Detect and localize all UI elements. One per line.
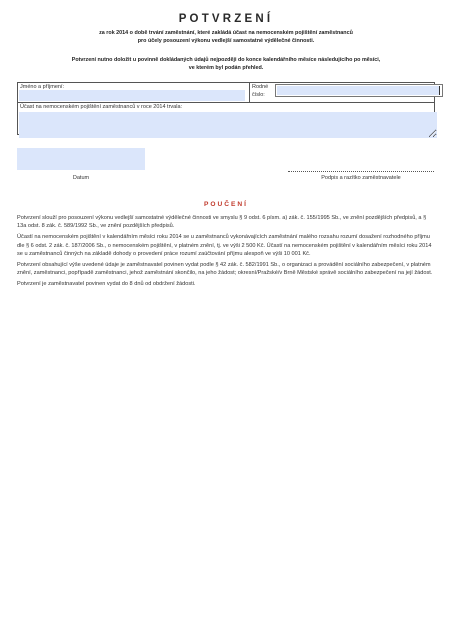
intro-line-1: za rok 2014 o době trvání zaměstnání, které zakládá účast na nemocenském pojištění zaměstnanců bbox=[99, 30, 353, 36]
birth-number-field[interactable] bbox=[275, 84, 443, 97]
notice-paragraph-4: Potvrzení je zaměstnavatel povinen vydat do 8 dnů od obdržení žádosti. bbox=[17, 281, 196, 288]
notice-paragraph-3: Potvrzení obsahující výše uvedené údaje je zaměstnavatel povinen vydat podle § 42 zák. č. 582/1991 Sb., o organizaci a provádění sociálního zabezpečení, v platném znění, zaměstnanci, popřípadě zaměstnanci, jehož zaměstnání skončilo, na jeho žádost; okresní/Pražské/v Brně Městské správě sociálního zabezpečení na její žádost. bbox=[17, 262, 433, 277]
birth-number-label-line-2: číslo: bbox=[252, 92, 265, 98]
intro-line-4: ve kterém byl podán přehled. bbox=[188, 64, 264, 71]
name-label: Jméno a příjmení: bbox=[20, 84, 65, 90]
employee-form bbox=[17, 82, 435, 135]
birth-number-label-line-1: Rodné bbox=[252, 84, 269, 90]
signature-line bbox=[288, 171, 434, 172]
birth-number-input-area[interactable] bbox=[277, 86, 439, 95]
date-field[interactable] bbox=[17, 148, 145, 170]
participation-label: Účast na nemocenském pojištění zaměstnanců v roce 2014 trvala: bbox=[20, 104, 183, 110]
name-field[interactable] bbox=[19, 90, 245, 101]
participation-field[interactable] bbox=[19, 112, 437, 138]
birth-number-label bbox=[249, 83, 275, 102]
notice-body bbox=[17, 214, 435, 292]
intro-purpose bbox=[40, 30, 412, 45]
intro-deadline bbox=[40, 57, 412, 72]
notice-title: POUČENÍ bbox=[203, 201, 249, 208]
notice-paragraph-2: Účastí na nemocenském pojištění v kalendářním měsíci roku 2014 se u zaměstnanců vykonávajících zaměstnání malého rozsahu rozumí dosažení rozhodného příjmu dle § 6 odst. 2 zák. č. 187/2006 Sb., o nemocenském pojištění, v platném znění, tj. ve výši 2 500 Kč. Účastí na nemocenském pojištění v kalendářním měsíci roku 2014 se u zaměstnanců činných na základě dohody o provedení práce rozumí zaúčtování příjmu alespoň ve výši 10 001 Kč. bbox=[17, 234, 432, 257]
field-end-marker bbox=[439, 86, 440, 95]
intro-line-3: Potvrzení nutno doložit u povinně dokládaných údajů nejpozději do konce kalendářního měsíce následujícího po měsíci, bbox=[71, 57, 381, 63]
notice-paragraph-1: Potvrzení slouží pro posouzení výkonu vedlejší samostatné výdělečné činnosti ve smyslu § 9 odst. 6 písm. a) zák. č. 155/1995 Sb., ve znění pozdějších předpisů, a § 13a odst. 8 zák. č. 589/1992 Sb., ve znění pozdějších předpisů. bbox=[17, 215, 427, 230]
form-row-identity bbox=[18, 83, 434, 103]
intro-line-2: pro účely posouzení výkonu vedlejší samostatné výdělečné činnosti. bbox=[137, 37, 315, 44]
document-title: POTVRZENÍ bbox=[178, 13, 274, 25]
signature-caption: Podpis a razítko zaměstnavatele bbox=[321, 175, 401, 181]
date-caption: Datum bbox=[72, 175, 90, 181]
